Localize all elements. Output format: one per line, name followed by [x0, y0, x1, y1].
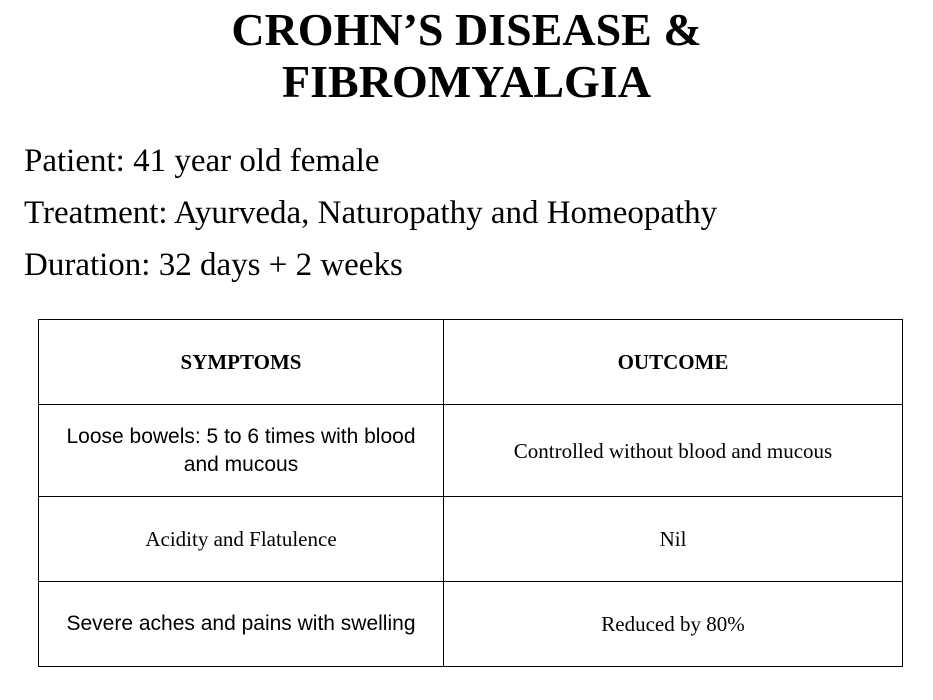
duration-line: Duration: 32 days + 2 weeks — [24, 247, 403, 283]
title-line-2: FIBROMYALGIA — [282, 56, 651, 107]
treatment-line: Treatment: Ayurveda, Naturopathy and Homeopathy — [24, 195, 718, 231]
header-symptoms: SYMPTOMS — [39, 320, 444, 405]
table-row — [39, 582, 903, 667]
symptom-cell: Severe aches and pains with swelling — [39, 582, 444, 667]
title-line-1: CROHN’S DISEASE & — [231, 4, 702, 55]
outcome-cell: Reduced by 80% — [444, 582, 903, 667]
table-header-row — [39, 320, 903, 405]
patient-line: Patient: 41 year old female — [24, 143, 380, 179]
outcome-cell: Nil — [444, 497, 903, 582]
header-outcome: OUTCOME — [444, 320, 903, 405]
table-row — [39, 405, 903, 497]
table-row — [39, 497, 903, 582]
document-title — [0, 4, 933, 108]
patient-info — [24, 140, 717, 296]
symptom-cell: Acidity and Flatulence — [39, 497, 444, 582]
symptom-cell: Loose bowels: 5 to 6 times with blood and mucous — [39, 405, 444, 497]
symptoms-outcome-table — [38, 319, 903, 667]
outcome-cell: Controlled without blood and mucous — [444, 405, 903, 497]
